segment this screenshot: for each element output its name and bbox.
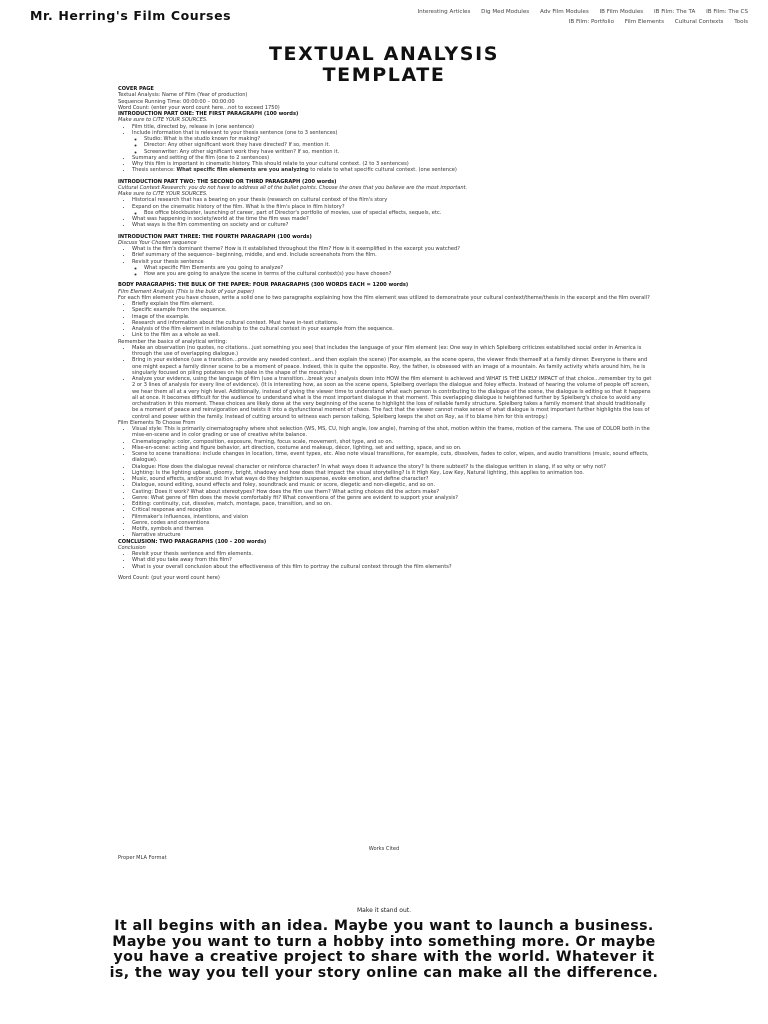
- list-item: • Genre, codes and conventions: [132, 520, 653, 526]
- list-item: • What ways is the film commenting on society and or culture?: [132, 222, 653, 228]
- nav-cultural-contexts[interactable]: Cultural Contexts: [674, 19, 724, 25]
- list-item: • Genre: What genre of film does the movie comfortably fit? What conventions of the genre are evident to support your analysis?: [132, 495, 653, 501]
- conclusion-list: [118, 551, 653, 570]
- cover-line: Sequence Running Time: 00:00:00 – 00:00:00: [118, 98, 235, 105]
- list-item: • Film title, directed by, release in (one sentence): [132, 124, 653, 130]
- intro2-list: [118, 197, 653, 228]
- list-subitem: ◦ How are you are going to analyze the scene in terms of the cultural context(s) you have chosen?: [144, 271, 653, 277]
- body-intro: For each film element you have chosen, write a solid one to two paragraphs explaining how the film element was utilized to demonstrate your cultural context/theme/thesis in the excerpt and the film overall?: [118, 294, 650, 301]
- list-item: • Cinematography: color, composition, exposure, framing, focus scale, movement, shot type, and so on.: [132, 439, 653, 445]
- intro3-list: [118, 246, 653, 277]
- list-item: • Specific example from the sequence.: [132, 307, 653, 313]
- list-subitem: ◦ Screenwriter: Any other significant work they have written? If so, mention it.: [144, 149, 653, 155]
- list-item: • Visual style: This is primarily cinematography where shot selection (WS, MS, CU, high angle, low angle), framing of the shot, motion within the frame, motion of the camera. The use of COLOR both in the mise-en-scene and in color grading or use of creative white balance.: [132, 426, 653, 439]
- list-item: [132, 259, 653, 278]
- intro2-cite-note: Make sure to CITE YOUR SOURCES.: [118, 191, 208, 197]
- conclusion-heading: CONCLUSION: TWO PARAGRAPHS (100 – 200 words): [118, 538, 267, 545]
- nav-ib-film-ta[interactable]: IB Film: The TA: [653, 9, 696, 15]
- works-cited-heading: Works Cited: [368, 846, 400, 852]
- list-item: • What was happening in society/world at the time the film was made?: [132, 216, 653, 222]
- intro2-note: Cultural Context Research: you do not have to address all of the bullet points. Choose the ones that you believe are the most important.: [118, 184, 468, 191]
- list-item: • Bring in your evidence (use a transition…provide any needed context…and then explain the scene) (For example, as the scene opens, the viewer finds themself at a family dinner. Everyone is there and one might expect a family dinner scene to be a moment of peace. Indeed, this is quite the opposite. Roy, the father, is obsessed with an image of a mountain. As family activity whirls around him, he is singularly focused on piling potatoes on his plate in the shape of the mountain.): [132, 357, 653, 376]
- cover-line: Word Count: (enter your word count here…not to exceed 1750): [118, 104, 280, 111]
- list-item: • Music, sound effects, and/or sound: In what ways do they heighten suspense, evoke emotion, and define character?: [132, 476, 653, 482]
- list-subitem: ◦ Box office blockbuster, launching of career, part of Director's portfolio of movies, use of special effects, sequels, etc.: [144, 210, 653, 216]
- site-title[interactable]: Mr. Herring's Film Courses: [30, 8, 232, 23]
- list-subitem: ◦ Studio: What is the studio known for making?: [144, 136, 653, 142]
- list-item: • What did you take away from this film?: [132, 557, 653, 563]
- intro1-list: [118, 124, 653, 174]
- tagline: Make it stand out.: [356, 907, 412, 914]
- intro1-note: Make sure to CITE YOUR SOURCES.: [118, 117, 208, 124]
- list-item: • Research and information about the cultural context. Must have in-text citations.: [132, 320, 653, 326]
- elements-heading: Film Elements To Choose From: [118, 419, 196, 426]
- nav-interesting-articles[interactable]: Interesting Articles: [417, 9, 471, 15]
- list-item: • Dialogue, sound editing, sound effects and foley, soundtrack and music or score, diegetic and non-diegetic, and so on.: [132, 482, 653, 488]
- cover-heading: COVER PAGE: [118, 86, 154, 92]
- list-subitem: ◦ What specific Film Elements are you going to analyze?: [144, 265, 653, 271]
- list-item: • Lighting: Is the lighting upbeat, gloomy, bright, shadowy and how does that impact the visual storytelling? Is it High Key, Low Key, Natural lighting, this applies to animation too.: [132, 470, 653, 476]
- list-item: • Make an observation (no quotes, no citations…just something you see) that includes the language of your film element (ex: One way in which Spielberg criticizes established social order in America is through the use of overlapping dialogue.): [132, 345, 653, 358]
- list-item: • Summary and setting of the film (one to 2 sentences): [132, 155, 653, 161]
- thesis-rest: to relate to what specific cultural context. (one sentence): [308, 167, 457, 174]
- page-title-line-2: TEMPLATE: [322, 64, 446, 86]
- list-item: • Dialogue: How does the dialogue reveal character or reinforce character? In what ways does it advance the story? Is there subtext? Is the dialogue written in slang, if so why or why not?: [132, 464, 653, 470]
- list-item: • Brief summary of the sequence– beginning, middle, and end. Include screenshots from the film.: [132, 252, 653, 258]
- list-item: • Briefly explain the film element.: [132, 301, 653, 307]
- nav-dig-med-modules[interactable]: Dig Med Modules: [481, 9, 530, 15]
- nav-film-elements[interactable]: Film Elements: [624, 19, 665, 25]
- nav-tools[interactable]: Tools: [734, 19, 748, 25]
- nav-adv-film-modules[interactable]: Adv Film Modules: [539, 9, 589, 15]
- page-title-line-1: TEXTUAL ANALYSIS: [268, 43, 500, 65]
- list-item-text: Revisit your thesis sentence: [132, 258, 204, 265]
- thesis-label: Thesis sentence:: [132, 167, 177, 174]
- nav-ib-film-cs[interactable]: IB Film: The CS: [706, 9, 748, 15]
- mla-format-note: Proper MLA Format: [118, 855, 167, 861]
- cover-line: Textual Analysis: Name of Film (Year of production): [118, 92, 248, 99]
- list-item: • Critical response and reception: [132, 507, 653, 513]
- list-item: [132, 204, 653, 217]
- remember-line: Remember the basics of analytical writing:: [118, 338, 228, 345]
- list-subitem: ◦ Director: Any other significant work they have directed? If so, mention it.: [144, 142, 653, 148]
- list-item: • What is your overall conclusion about the effectiveness of this film to portray the cultural context through the film elements?: [132, 564, 653, 570]
- nav-ib-film-portfolio[interactable]: IB Film: Portfolio: [568, 19, 615, 25]
- list-item: • Mise-en-scene: acting and figure behavior, art direction, costume and makeup, décor, lighting, set and setting, space, and so on.: [132, 445, 653, 451]
- template-document: [118, 86, 653, 581]
- list-item: • Scene to scene transitions: include changes in location, time, event types, etc. Also note visual transitions, for example, cuts, dissolves, fades to color, wipes, and audio transitions (music, sound effects, dialogue).: [132, 451, 653, 464]
- list-item: • Analyze your evidence, using the language of film (use a transition…break your analysis down into HOW the film element is achieved and WHAT IS THE LIKELY IMPACT of that choice…remember try to get 2 or 3 lines of analysis for every line of evidence). (It is interesting how, as soon as the scene opens, Spielberg overlaps the dialogue and foley effects. Instead of hearing the volume of people off screen, we hear them all at a very high level. Additionally, instead of giving the viewer time to understand what each person is contributing to the dialogue of the scene, the dialogue is editing so that it happens all at once. It becomes difficult for the audience to understand what is the most important dialogue in that moment. This overlapping dialogue is heightened further by Spielberg's choice to avoid any orchestration in this moment. These choices are likely done at the very beginning of the scene to highlight the loss of reliable family structure. Spielberg takes a family moment that should traditionally be a moment of peace and reinvigoration and twists it into a dysfunctional moment of chaos. The fact that the viewer cannot make sense of what dialogue is most important further highlights the loss of control and power within the family. Instead of cutting around to witness each person talking, Spielberg keeps the shot on Roy, as if to blame him for this entropy.): [132, 376, 653, 420]
- body-heading: BODY PARAGRAPHS: THE BULK OF THE PAPER: FOUR PARAGRAPHS (300 WORDS EACH = 1200 words): [118, 282, 409, 289]
- promo-text: It all begins with an idea. Maybe you want to launch a business. Maybe you want to turn a hobby into something more. Or maybe you have a creative project to share with the world. Whatever it is, the way you tell your story online can make all the difference.: [109, 918, 659, 981]
- list-item: [132, 130, 653, 155]
- intro1-heading: INTRODUCTION PART ONE: THE FIRST PARAGRAPH (100 words): [118, 111, 299, 117]
- analytical-list: [118, 345, 653, 420]
- intro3-heading: INTRODUCTION PART THREE: THE FOURTH PARAGRAPH (100 words): [118, 233, 312, 240]
- list-item: • Revisit your thesis sentence and film elements.: [132, 551, 653, 557]
- list-item-text: Expand on the cinematic history of the film. What is the film's place in film history?: [132, 203, 345, 210]
- page-title: [0, 44, 768, 86]
- list-item: • Motifs, symbols and themes: [132, 526, 653, 532]
- list-item: • Image of the example.: [132, 314, 653, 320]
- main-nav: [268, 7, 748, 27]
- list-item-text: Include information that is relevant to your thesis sentence (one to 3 sentences): [132, 129, 338, 136]
- list-item: • Analysis of the film element in relationship to the cultural context in your example from the sequence.: [132, 326, 653, 332]
- list-item: • Narrative structure: [132, 532, 653, 538]
- elements-list: [118, 426, 653, 539]
- body-list: [118, 301, 653, 339]
- intro3-note: Discuss Your Chosen sequence: [118, 239, 197, 246]
- list-item: • Historical research that has a bearing on your thesis (research on cultural context of the film's story: [132, 197, 653, 203]
- conclusion-note: Conclusion: [118, 544, 146, 551]
- list-item: • Filmmaker's influences, intentions, and vision: [132, 514, 653, 520]
- thesis-emphasis: What specific film elements are you analyzing: [176, 167, 309, 174]
- list-item: • Link to the film as a whole as well.: [132, 332, 653, 338]
- list-item: • Editing: continuity, cut, dissolve, match, montage, pace, transition, and so on.: [132, 501, 653, 507]
- intro2-heading: INTRODUCTION PART TWO: THE SECOND OR THIRD PARAGRAPH (200 words): [118, 178, 337, 185]
- list-item: • Why this film is important in cinematic history. This should relate to your cultural context. (2 to 3 sentences): [132, 161, 653, 167]
- word-count-line: Word Count: (put your word count here): [118, 574, 220, 581]
- nav-ib-film-modules[interactable]: IB Film Modules: [599, 9, 644, 15]
- list-item: • What is the film's dominant theme? How is it established throughout the film? How is it exemplified in the excerpt you watched?: [132, 246, 653, 252]
- body-note: Film Element Analysis (This is the bulk of your paper): [118, 288, 255, 295]
- list-item: • Casting: Does it work? What about stereotypes? How does the film use them? What acting choices did the actors make?: [132, 489, 653, 495]
